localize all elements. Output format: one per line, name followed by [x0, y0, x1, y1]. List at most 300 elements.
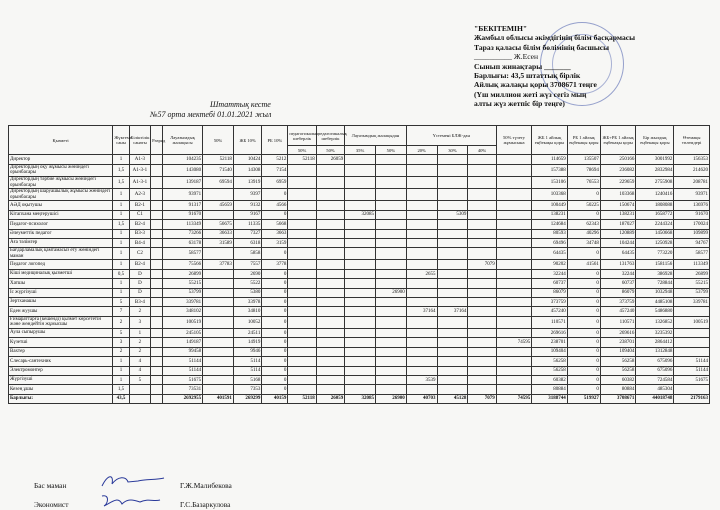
table-cell: [406, 366, 437, 375]
table-cell: [437, 279, 468, 288]
table-cell: [151, 189, 163, 201]
table-cell: 2690: [233, 269, 261, 278]
subheader: 20%: [406, 146, 437, 155]
table-cell: 26899: [162, 269, 202, 278]
table-cell: [496, 210, 532, 219]
table-cell: [151, 288, 163, 297]
table-cell: 519927: [567, 394, 600, 403]
table-cell: 51144: [674, 366, 710, 375]
table-cell: С2: [129, 248, 150, 260]
table-cell: 80884: [600, 385, 636, 394]
table-cell: [316, 229, 344, 238]
table-cell: 9946: [233, 347, 261, 356]
table-cell: [496, 385, 532, 394]
approval-line: алты жүз жетпіс бір теңге): [474, 99, 565, 109]
table-cell: 100519: [162, 316, 202, 328]
cell-position: Директор: [9, 155, 113, 164]
table-cell: 43,5: [113, 394, 130, 403]
table-cell: А2-3: [129, 189, 150, 201]
table-cell: 139187: [162, 176, 202, 188]
table-cell: 2: [113, 316, 130, 328]
table-cell: [316, 298, 344, 307]
table-cell: 69594: [203, 176, 234, 188]
table-cell: 0: [262, 375, 288, 384]
table-cell: [496, 164, 532, 176]
table-cell: [496, 307, 532, 316]
table-cell: 187027: [600, 220, 636, 229]
table-cell: 5522: [233, 279, 261, 288]
table-row: [9, 357, 710, 366]
table-cell: [288, 347, 316, 356]
table-cell: [406, 279, 437, 288]
table-cell: [345, 279, 376, 288]
table-cell: 3235392: [636, 329, 674, 338]
table-cell: [316, 279, 344, 288]
table-cell: 10424: [233, 155, 261, 164]
table-cell: [468, 210, 496, 219]
title-line-2: №57 орта мектебі 01.01.2021 жыл: [150, 110, 272, 119]
table-cell: [437, 260, 468, 269]
table-cell: 120889: [600, 229, 636, 238]
table-cell: [468, 238, 496, 247]
table-cell: 99458: [162, 347, 202, 356]
table-cell: [375, 298, 406, 307]
table-cell: [345, 201, 376, 210]
table-cell: 1808088: [636, 201, 674, 210]
table-cell: 1: [113, 288, 130, 297]
table-cell: [406, 201, 437, 210]
table-cell: 80884: [532, 385, 568, 394]
cell-position: Директордың шаруашылық жұмысы жөніндегі орынбасары: [9, 189, 113, 201]
table-cell: 31589: [203, 238, 234, 247]
table-cell: 7: [113, 307, 130, 316]
table-cell: 0: [567, 298, 600, 307]
table-cell: 109404: [532, 347, 568, 356]
table-cell: 9397: [233, 189, 261, 201]
table-cell: 52118: [288, 155, 316, 164]
table-cell: 45128: [437, 394, 468, 403]
table-cell: 1312848: [636, 347, 674, 356]
cell-position: Хатшы: [9, 279, 113, 288]
table-cell: 109899: [674, 229, 710, 238]
table-cell: [406, 298, 437, 307]
table-cell: 0: [262, 338, 288, 347]
table-cell: 1,5: [113, 385, 130, 394]
table-cell: [203, 248, 234, 260]
table-cell: 269616: [532, 329, 568, 338]
table-cell: 32244: [600, 269, 636, 278]
table-cell: [406, 155, 437, 164]
table-cell: [288, 229, 316, 238]
table-cell: [288, 269, 316, 278]
cell-position: Кітапхана меңгерушісі: [9, 210, 113, 219]
table-cell: 0: [567, 338, 600, 347]
table-cell: [375, 347, 406, 356]
table-cell: [375, 329, 406, 338]
table-cell: В2-4: [129, 260, 150, 269]
table-cell: [437, 269, 468, 278]
header-zhb-rb: ЖБ+РБ 1 айлық еңбекақы қоры: [600, 126, 636, 155]
table-cell: [375, 210, 406, 219]
table-cell: [375, 385, 406, 394]
table-cell: [288, 164, 316, 176]
table-cell: [288, 329, 316, 338]
table-cell: [316, 238, 344, 247]
table-cell: [468, 229, 496, 238]
table-row: [9, 375, 710, 384]
table-cell: [203, 366, 234, 375]
table-cell: [674, 385, 710, 394]
approval-line: Тараз қаласы білім бөлімінің басшысы: [474, 42, 610, 52]
table-cell: 26899: [674, 269, 710, 278]
table-cell: 41561: [567, 260, 600, 269]
header-zh10: ЖБ 10%: [233, 126, 261, 155]
table-cell: [151, 329, 163, 338]
table-row: [9, 220, 710, 229]
table-cell: 4: [129, 357, 150, 366]
header-ustem: Үстемені БЛЖ-дан: [406, 126, 496, 146]
table-cell: В4-4: [129, 238, 150, 247]
table-cell: 80593: [532, 229, 568, 238]
table-cell: [437, 357, 468, 366]
table-cell: 91670: [674, 210, 710, 219]
table-cell: [496, 288, 532, 297]
table-cell: 373759: [532, 298, 568, 307]
table-cell: 64435: [532, 248, 568, 260]
table-cell: [288, 220, 316, 229]
table-cell: [406, 347, 437, 356]
title-line-1: Штаттық кесте: [210, 100, 271, 109]
table-cell: [437, 176, 468, 188]
table-cell: 1,5: [113, 164, 130, 176]
table-cell: [345, 338, 376, 347]
table-cell: [151, 357, 163, 366]
table-cell: [496, 220, 532, 229]
chief-name: Г.Ж.Малибекова: [180, 481, 232, 490]
header-count: Жүктеме саны: [113, 126, 130, 155]
table-cell: [316, 176, 344, 188]
table-cell: 485304: [636, 385, 674, 394]
table-cell: 40296: [567, 229, 600, 238]
table-cell: 6318: [233, 238, 261, 247]
table-cell: [406, 189, 437, 201]
table-cell: 113349: [162, 220, 202, 229]
table-cell: [406, 238, 437, 247]
table-row: [9, 269, 710, 278]
table-cell: [151, 201, 163, 210]
table-cell: 5: [113, 298, 130, 307]
table-cell: 56675: [203, 220, 234, 229]
table-cell: [288, 298, 316, 307]
table-cell: [203, 269, 234, 278]
table-cell: А1-3: [129, 155, 150, 164]
table-cell: [345, 229, 376, 238]
subheader: 40%: [468, 146, 496, 155]
table-cell: 675096: [636, 357, 674, 366]
table-cell: 5668: [262, 220, 288, 229]
table-cell: [151, 248, 163, 260]
document-title: [150, 100, 271, 120]
table-row: [9, 329, 710, 338]
table-cell: 74595: [496, 394, 532, 403]
cell-position: Барлығы:: [9, 394, 113, 403]
table-cell: [316, 385, 344, 394]
header-salary: Лауазымдық жалақысы: [162, 126, 202, 155]
table-cell: [151, 238, 163, 247]
table-cell: 76553: [567, 176, 600, 188]
table-cell: [468, 164, 496, 176]
table-cell: [151, 347, 163, 356]
table-cell: [288, 201, 316, 210]
table-row: [9, 229, 710, 238]
table-cell: 1240416: [636, 189, 674, 201]
subheader: 50%: [316, 146, 344, 155]
table-cell: 14308: [233, 164, 261, 176]
table-cell: 5168: [233, 375, 261, 384]
table-cell: 457240: [600, 307, 636, 316]
table-cell: 143080: [162, 164, 202, 176]
table-cell: 51675: [162, 375, 202, 384]
header-ped-exp: педагогикалық шеберлік: [288, 126, 316, 146]
table-cell: [345, 385, 376, 394]
table-cell: [151, 307, 163, 316]
table-cell: [203, 385, 234, 394]
approval-line: Сынып жинақтары _______: [474, 61, 571, 71]
table-cell: [406, 385, 437, 394]
table-cell: [674, 347, 710, 356]
table-cell: 104244: [600, 238, 636, 247]
table-cell: 2755908: [636, 176, 674, 188]
table-cell: [468, 298, 496, 307]
table-cell: D: [129, 288, 150, 297]
cell-position: Слесарь-сантехник: [9, 357, 113, 366]
table-cell: 250166: [600, 155, 636, 164]
header-ped-exp2: педагогикалық шеберлік: [316, 126, 344, 146]
table-cell: 5380: [233, 288, 261, 297]
table-cell: [151, 269, 163, 278]
table-cell: [437, 238, 468, 247]
cell-position: Педагог-психолог: [9, 220, 113, 229]
table-row: [9, 366, 710, 375]
table-cell: 1: [113, 366, 130, 375]
approval-line: __________ Ж.Есен: [474, 52, 539, 62]
table-total-row: [9, 394, 710, 403]
table-cell: 0: [262, 269, 288, 278]
table-cell: 1: [113, 279, 130, 288]
table-cell: 5: [129, 375, 150, 384]
table-cell: [203, 375, 234, 384]
table-cell: [345, 366, 376, 375]
table-cell: А1-3-1: [129, 164, 150, 176]
table-cell: [345, 238, 376, 247]
table-cell: 75566: [162, 260, 202, 269]
table-cell: [288, 176, 316, 188]
table-cell: [468, 366, 496, 375]
table-cell: [674, 338, 710, 347]
table-cell: [406, 210, 437, 219]
table-cell: [496, 298, 532, 307]
table-cell: [151, 279, 163, 288]
table-cell: 56258: [532, 357, 568, 366]
table-cell: 32085: [345, 210, 376, 219]
table-cell: [496, 316, 532, 328]
table-cell: 153106: [532, 176, 568, 188]
table-cell: [375, 338, 406, 347]
table-cell: 1250928: [636, 238, 674, 247]
table-cell: [203, 307, 234, 316]
table-cell: [288, 238, 316, 247]
table-cell: [437, 366, 468, 375]
table-cell: [316, 357, 344, 366]
table-cell: [468, 288, 496, 297]
table-cell: [375, 229, 406, 238]
table-cell: 50225: [567, 201, 600, 210]
table-cell: 0: [262, 385, 288, 394]
table-cell: [288, 279, 316, 288]
table-cell: [375, 269, 406, 278]
table-row: [9, 210, 710, 219]
table-cell: [468, 338, 496, 347]
staff-table: [8, 125, 710, 404]
table-row: [9, 338, 710, 347]
table-cell: [406, 229, 437, 238]
header-p50z: 50% түзету жұмысына: [496, 126, 532, 155]
table-cell: [406, 357, 437, 366]
cell-position: Вахтер: [9, 347, 113, 356]
table-cell: [375, 155, 406, 164]
table-cell: [151, 338, 163, 347]
table-cell: 0: [567, 375, 600, 384]
cell-position: Кіші медициналық қызметші: [9, 269, 113, 278]
table-body: [9, 155, 710, 404]
table-cell: 51144: [674, 357, 710, 366]
table-cell: [375, 176, 406, 188]
header-grade: Разряд: [151, 126, 163, 155]
table-cell: D: [129, 269, 150, 278]
table-cell: [437, 189, 468, 201]
table-cell: 4566: [262, 201, 288, 210]
table-cell: [437, 347, 468, 356]
table-cell: [437, 201, 468, 210]
table-cell: 135507: [567, 155, 600, 164]
subheader: 50%: [375, 146, 406, 155]
table-cell: 110571: [600, 316, 636, 328]
table-cell: 1: [113, 229, 130, 238]
table-cell: 2: [129, 347, 150, 356]
table-cell: [468, 329, 496, 338]
table-cell: 53799: [162, 288, 202, 297]
table-cell: [375, 164, 406, 176]
table-row: [9, 189, 710, 201]
table-cell: [203, 288, 234, 297]
table-cell: [674, 307, 710, 316]
table-cell: 1658772: [636, 210, 674, 219]
table-cell: [375, 260, 406, 269]
table-cell: 69496: [532, 238, 568, 247]
table-cell: [316, 189, 344, 201]
table-cell: [496, 279, 532, 288]
table-cell: 6959: [262, 176, 288, 188]
table-cell: [151, 164, 163, 176]
table-row: [9, 347, 710, 356]
table-cell: 93971: [162, 189, 202, 201]
table-cell: [345, 298, 376, 307]
table-cell: 675096: [636, 366, 674, 375]
table-cell: [288, 248, 316, 260]
table-cell: [345, 357, 376, 366]
table-cell: 1: [113, 201, 130, 210]
chief-role: Бас маман: [34, 481, 67, 490]
table-cell: [468, 220, 496, 229]
table-cell: 1450668: [636, 229, 674, 238]
table-cell: [468, 375, 496, 384]
econ-name: Г.С.Базаркулова: [180, 500, 231, 509]
table-cell: 238701: [532, 338, 568, 347]
econ-role: Экономист: [34, 500, 69, 509]
table-cell: 62343: [567, 220, 600, 229]
table-cell: [288, 307, 316, 316]
table-cell: 4485108: [636, 298, 674, 307]
table-cell: [288, 385, 316, 394]
header-rb10: РБ 10%: [262, 126, 288, 155]
table-cell: [203, 298, 234, 307]
table-cell: 40703: [406, 394, 437, 403]
table-cell: [437, 298, 468, 307]
table-cell: [437, 316, 468, 328]
table-cell: [316, 248, 344, 260]
header-rb-total: РБ 1 айлық еңбекақы қоры: [567, 126, 600, 155]
table-cell: 2864412: [636, 338, 674, 347]
table-cell: [151, 176, 163, 188]
table-cell: [316, 260, 344, 269]
table-cell: 58577: [162, 248, 202, 260]
table-cell: [203, 316, 234, 328]
table-cell: 0: [567, 210, 600, 219]
table-cell: [375, 201, 406, 210]
approval-block: [474, 24, 714, 109]
table-cell: [406, 338, 437, 347]
table-cell: 11335: [233, 220, 261, 229]
table-cell: 1: [113, 260, 130, 269]
table-cell: [375, 248, 406, 260]
table-cell: [406, 316, 437, 328]
table-cell: [496, 357, 532, 366]
table-cell: 104235: [162, 155, 202, 164]
table-cell: 138231: [532, 210, 568, 219]
table-row: [9, 201, 710, 210]
table-cell: [468, 385, 496, 394]
table-cell: 73266: [162, 229, 202, 238]
cell-position: Жүргізуші: [9, 375, 113, 384]
table-cell: 34810: [233, 307, 261, 316]
table-cell: 131763: [600, 260, 636, 269]
table-cell: [496, 201, 532, 210]
table-cell: [288, 375, 316, 384]
table-cell: 2692955: [162, 394, 202, 403]
table-cell: 36633: [203, 229, 234, 238]
table-cell: [288, 260, 316, 269]
table-cell: [288, 210, 316, 219]
table-cell: 0: [262, 366, 288, 375]
table-cell: [288, 366, 316, 375]
table-cell: 60737: [532, 279, 568, 288]
table-cell: 14919: [233, 338, 261, 347]
table-cell: [468, 307, 496, 316]
table-cell: [406, 288, 437, 297]
table-cell: [496, 329, 532, 338]
table-cell: [203, 210, 234, 219]
table-cell: 63178: [162, 238, 202, 247]
